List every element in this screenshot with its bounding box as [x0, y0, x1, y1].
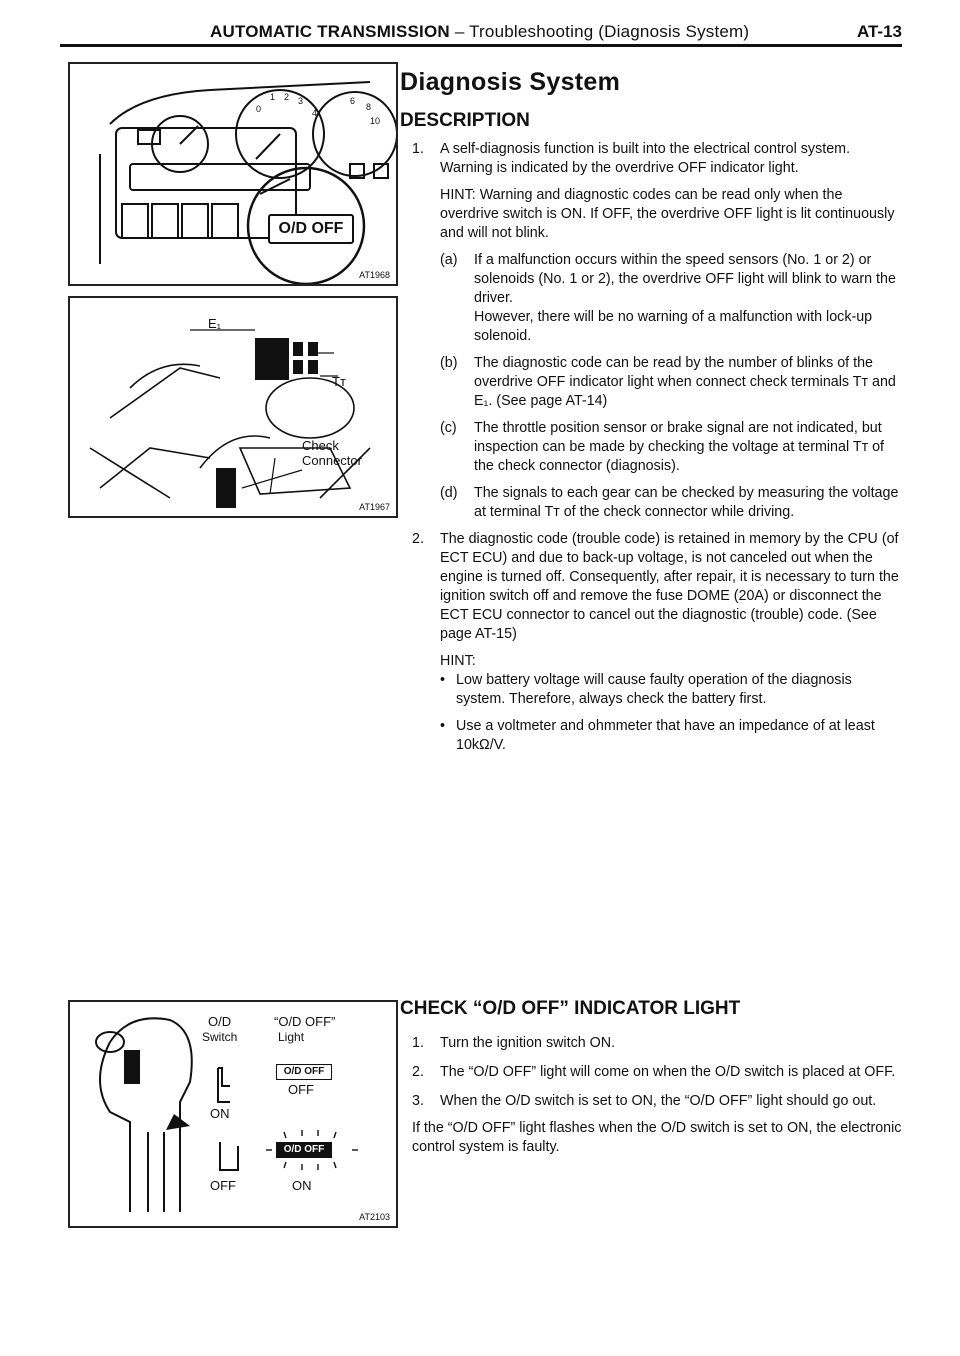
item-label: (a) — [440, 252, 458, 268]
bullet-text: Low battery voltage will cause faulty operation of the diagnosis system. Therefore, always check the battery first. — [456, 672, 852, 707]
label-tt: Tᴛ — [332, 374, 346, 389]
section-title: Diagnosis System — [400, 68, 621, 96]
step-number: 2. — [412, 1064, 424, 1080]
svg-text:4: 4 — [312, 108, 318, 118]
svg-text:8: 8 — [366, 102, 372, 112]
check-connector-drawing — [70, 298, 396, 516]
label-e1: E₁ — [208, 316, 222, 331]
step-text: The “O/D OFF” light will come on when the O/D switch is placed at OFF. — [440, 1064, 896, 1080]
item-label: (c) — [440, 420, 457, 436]
row2-light-state: ON — [292, 1178, 312, 1193]
step-number: 3. — [412, 1093, 424, 1109]
hint-label: HINT: — [440, 653, 476, 669]
figure-check-connector — [68, 296, 398, 518]
svg-text:1: 1 — [270, 92, 276, 102]
item-number: 1. — [412, 141, 424, 157]
list-item — [412, 1034, 902, 1053]
description-body — [412, 140, 902, 755]
item-text: If a malfunction occurs within the speed sensors (No. 1 or 2) or solenoids (No. 1 or 2), the overdrive OFF light will blink to warn the driver. — [474, 252, 896, 306]
bullet-text: Use a voltmeter and ohmmeter that have an impedance of at least 10kΩ/V. — [456, 718, 875, 753]
check-heading: CHECK “O/D OFF” INDICATOR LIGHT — [400, 998, 741, 1019]
conclusion-text: If the “O/D OFF” light flashes when the O/D switch is set to ON, the electronic control system is faulty. — [412, 1120, 902, 1155]
col-light-head-2: Light — [278, 1030, 305, 1044]
list-item — [440, 354, 902, 411]
list-item — [412, 1092, 902, 1111]
list-item — [412, 140, 902, 178]
list-item — [440, 419, 902, 476]
item-text: A self-diagnosis function is built into the electrical control system. Warning is indicated by the overdrive OFF indicator light. — [440, 141, 851, 176]
figure-code: AT1967 — [359, 502, 390, 512]
col-switch-head-1: O/D — [208, 1014, 232, 1029]
od-off-light-unlit: O/D OFF — [276, 1064, 332, 1080]
item-label: (b) — [440, 355, 458, 371]
col-switch-head-2: Switch — [202, 1030, 238, 1044]
svg-text:0: 0 — [256, 104, 262, 114]
row2-switch-state: OFF — [210, 1178, 236, 1193]
header-subtitle: – Troubleshooting (Diagnosis System) — [454, 22, 750, 41]
item-text: The diagnostic code can be read by the number of blinks of the overdrive OFF indicator light when connect check terminals Tᴛ and E₁. (See page AT-14) — [474, 355, 896, 409]
item-label: (d) — [440, 485, 458, 501]
list-item — [440, 484, 902, 522]
figure-code: AT1968 — [359, 270, 390, 280]
step-text: When the O/D switch is set to ON, the “O/D OFF” light should go out. — [440, 1093, 877, 1109]
header-title — [210, 22, 749, 42]
check-body — [412, 1034, 902, 1157]
bullet-icon: • — [440, 672, 446, 688]
list-item — [412, 1063, 902, 1082]
svg-text:3: 3 — [298, 96, 304, 106]
od-off-indicator-label: O/D OFF — [268, 214, 354, 244]
step-number: 1. — [412, 1035, 424, 1051]
page-header — [60, 22, 902, 47]
od-off-light-lit: O/D OFF — [276, 1142, 332, 1158]
item-text: However, there will be no warning of a malfunction with lock-up solenoid. — [474, 309, 873, 344]
figure-od-switch — [68, 1000, 398, 1228]
svg-text:10: 10 — [370, 116, 381, 126]
svg-text:2: 2 — [284, 92, 290, 102]
instrument-cluster-drawing — [70, 64, 396, 284]
item-text: The diagnostic code (trouble code) is retained in memory by the CPU (of ECT ECU) and due to back-up voltage, is not canceled out when the engine is turned off. Consequently, after repair, it is necessary to turn the ignition switch off and remove the fuse DOME (20A) or disconnect the ECT ECU connector to cancel out the diagnostic (trouble) code. (See page AT-15) — [440, 531, 899, 642]
hint-text: HINT: Warning and diagnostic codes can be read only when the overdrive switch is ON. If OFF, the overdrive OFF light is lit continuously and will not blink. — [440, 187, 895, 241]
item-text: The signals to each gear can be checked by measuring the voltage at terminal Tᴛ of the check connector while driving. — [474, 485, 899, 520]
list-item — [440, 251, 902, 346]
figure-instrument-cluster — [68, 62, 398, 286]
label-connector: Connector — [302, 453, 362, 468]
bullet-icon: • — [440, 718, 446, 734]
label-check: Check — [302, 438, 339, 453]
row1-light-state: OFF — [288, 1082, 314, 1097]
page-number: AT-13 — [856, 22, 902, 41]
step-text: Turn the ignition switch ON. — [440, 1035, 616, 1051]
item-number: 2. — [412, 531, 424, 547]
bullet-item — [440, 671, 902, 709]
col-light-head-1: “O/D OFF” — [274, 1014, 336, 1029]
header-section: AUTOMATIC TRANSMISSION — [210, 22, 450, 41]
bullet-item — [440, 717, 902, 755]
item-text: The throttle position sensor or brake signal are not indicated, but inspection can be made by checking the voltage at terminal Tᴛ of the check connector (diagnosis). — [474, 420, 885, 474]
description-heading: DESCRIPTION — [400, 110, 530, 131]
figure-code: AT2103 — [359, 1212, 390, 1222]
list-item — [412, 530, 902, 644]
svg-text:6: 6 — [350, 96, 356, 106]
row1-switch-state: ON — [210, 1106, 230, 1121]
